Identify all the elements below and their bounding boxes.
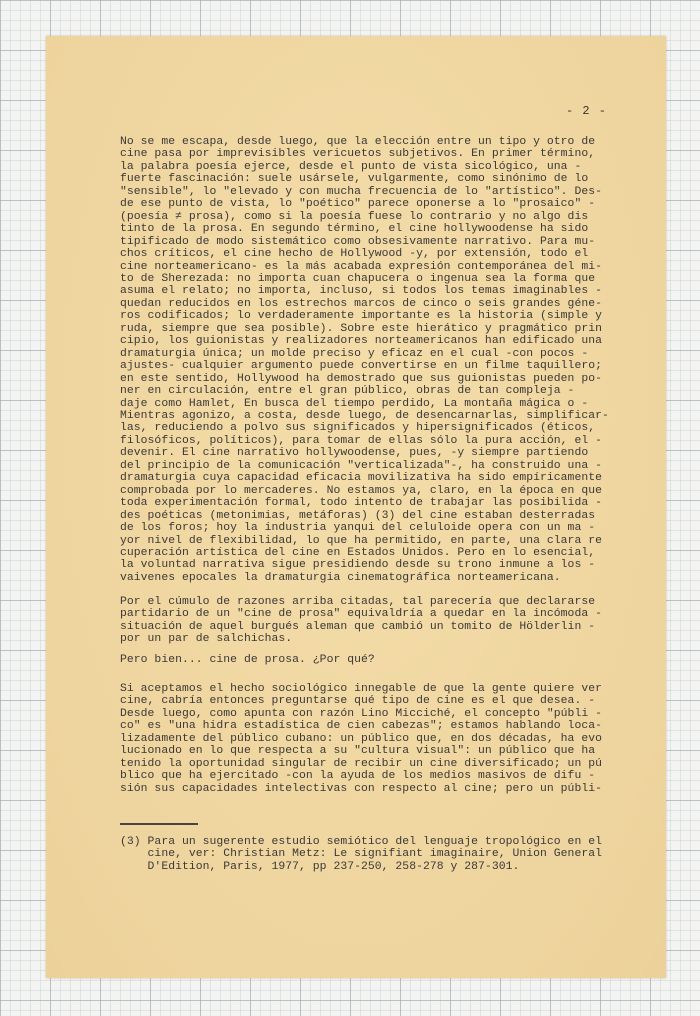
text-line: Si aceptamos el hecho sociológico innegable de que la gente quiere ver <box>120 683 602 695</box>
text-line: devenir. El cine narrativo hollywoodense, pues, -y siempre partiendo <box>120 447 589 460</box>
text-line: "sensible", lo "elevado y con mucha frecuencia de lo "artístico". Des- <box>120 185 602 198</box>
text-line: Desde luego, como apunta con razón Lino Micciché, el concepto "públi - <box>120 707 602 720</box>
text-line: Mientras agonizo, a costa, desde luego, de desencarnarlas, simplificar- <box>120 409 609 422</box>
footnote <box>120 836 630 873</box>
text-line: vaivenes epocales la dramaturgia cinematográfica norteamericana. <box>120 571 561 584</box>
text-line: por un par de salchichas. <box>120 633 293 646</box>
text-line: chos críticos, el cine hecho de Hollywood -y, por extensión, todo el <box>120 248 589 261</box>
text-line: asuma el relato; no importa, incluso, si todos los temas imaginables - <box>120 285 602 298</box>
text-line: la palabra poesía ejerce, desde el punto de vista sicológico, una - <box>120 160 582 173</box>
text-line: comprobada por lo mercaderes. No estamos ya, claro, en la época en que <box>120 484 602 497</box>
text-line: las, reduciendo a polvo sus significados y hipersignificados (éticos, <box>120 422 596 435</box>
paragraph-3 <box>120 654 630 666</box>
text-line: cuperación artística del cine en Estados Unidos. Pero en lo esencial, <box>120 546 596 559</box>
text-line: Pero bien... cine de prosa. ¿Por qué? <box>120 654 375 666</box>
paragraph-4 <box>120 683 630 795</box>
text-line: cine, cabría entonces preguntarse qué tipo de cine es el que desea. - <box>120 695 596 708</box>
text-line: tinto de la prosa. En segundo término, el cine hollywoodense ha sido <box>120 223 589 236</box>
text-line: cipio, los guionistas y realizadores norteamericanos han edificado una <box>120 335 602 348</box>
text-line: to de Sherezada: no importa cuan chapucera o ingenua sea la forma que <box>120 272 596 285</box>
text-line: cine pasa por imprevisibles vericuetos subjetivos. En primer término, <box>120 148 596 161</box>
text-line: (poesía ≠ prosa), como si la poesía fuese lo contrario y no algo dis <box>120 210 589 223</box>
text-line: dramaturgia única; un molde preciso y eficaz en el cual -con pocos - <box>120 347 589 360</box>
text-line: co" es "una hidra estadística de cien cabezas"; estamos hablando loca- <box>120 720 602 733</box>
paragraph-2 <box>120 596 630 646</box>
text-line: ros codificados; lo verdaderamente importante es la historia (simple y <box>120 310 602 323</box>
text-line: ajustes- cualquier argumento puede convertirse en un filme taquillero; <box>120 360 602 373</box>
footnote-line: (3) Para un sugerente estudio semiótico del lenguaje tropológico en el <box>120 836 602 848</box>
text-line: en este sentido, Hollywood ha demostrado que sus guionistas pueden po- <box>120 372 602 385</box>
text-line: blico que ha ejercitado -con la ayuda de los medios masivos de difu - <box>120 770 596 783</box>
text-line: cine norteamericano- es la más acabada expresión contemporánea del mi- <box>120 260 602 273</box>
text-line: de los foros; hoy la industria yanqui del celuloide opera con un ma - <box>120 522 596 535</box>
text-line: ner en circulación, entre el gran público, obras de tan compleja - <box>120 385 575 398</box>
text-line: del principio de la comunicación "verticalizada"-, ha construido una - <box>120 459 602 472</box>
text-line: tenido la oportunidad singular de recibir un cine diversificado; un pú <box>120 757 602 770</box>
footnote-separator <box>120 823 198 826</box>
text-line: sión sus capacidades intelectivas con respecto al cine; pero un públi- <box>120 782 602 795</box>
footnote-line: D'Edition, Paris, 1977, pp 237-250, 258-278 y 287-301. <box>120 860 520 873</box>
text-line: Por el cúmulo de razones arriba citadas, tal parecería que declararse <box>120 596 596 608</box>
text-line: partidario de un "cine de prosa" equivaldría a quedar en la incómoda - <box>120 608 602 621</box>
text-line: de ese punto de vista, lo "poético" parece oponerse a lo "prosaico" - <box>120 198 596 211</box>
text-line: la voluntad narrativa sigue presidiendo desde su trono inmune a los - <box>120 559 596 572</box>
text-line: lucionado en lo que respecta a su "cultura visual": un público que ha <box>120 745 596 758</box>
text-line: filosóficos, políticos), para tomar de ellas sólo la pura acción, el - <box>120 434 602 447</box>
text-line: tipificado de modo sistemático como obsesivamente narrativo. Para mu- <box>120 235 596 248</box>
paragraph-1 <box>120 136 630 584</box>
text-line: yor nivel de flexibilidad, lo que ha permitido, en parte, una clara re <box>120 534 602 547</box>
text-line: des poéticas (metonimias, metáforas) (3) del cine estaban desterradas <box>120 509 596 522</box>
footnote-line: cine, ver: Christian Metz: Le signifiant imaginaire, Union General <box>120 848 602 861</box>
page-number: - 2 - <box>566 104 608 118</box>
text-line: lizadamente del público cubano: un público que, en dos décadas, ha evo <box>120 732 602 745</box>
text-line: fuerte fascinación: suele usársele, vulgarmente, como sinónimo de lo <box>120 173 589 186</box>
text-line: quedan reducidos en los estrechos marcos de cinco o seis grandes géne- <box>120 297 602 310</box>
text-line: daje como Hamlet, En busca del tiempo perdido, La montaña mágica o - <box>120 397 589 410</box>
text-line: situación de aquel burgués aleman que cambió un tomito de Hölderlin - <box>120 620 596 633</box>
text-line: dramaturgia cuya capacidad eficacia movilizativa ha sido empíricamente <box>120 472 602 485</box>
text-line: ruda, siempre que sea posible). Sobre este hierático y pragmático prin <box>120 322 602 335</box>
text-line: No se me escapa, desde luego, que la elección entre un tipo y otro de <box>120 136 596 148</box>
text-line: toda experimentación formal, todo intento de trabajar las posibilida - <box>120 497 602 510</box>
